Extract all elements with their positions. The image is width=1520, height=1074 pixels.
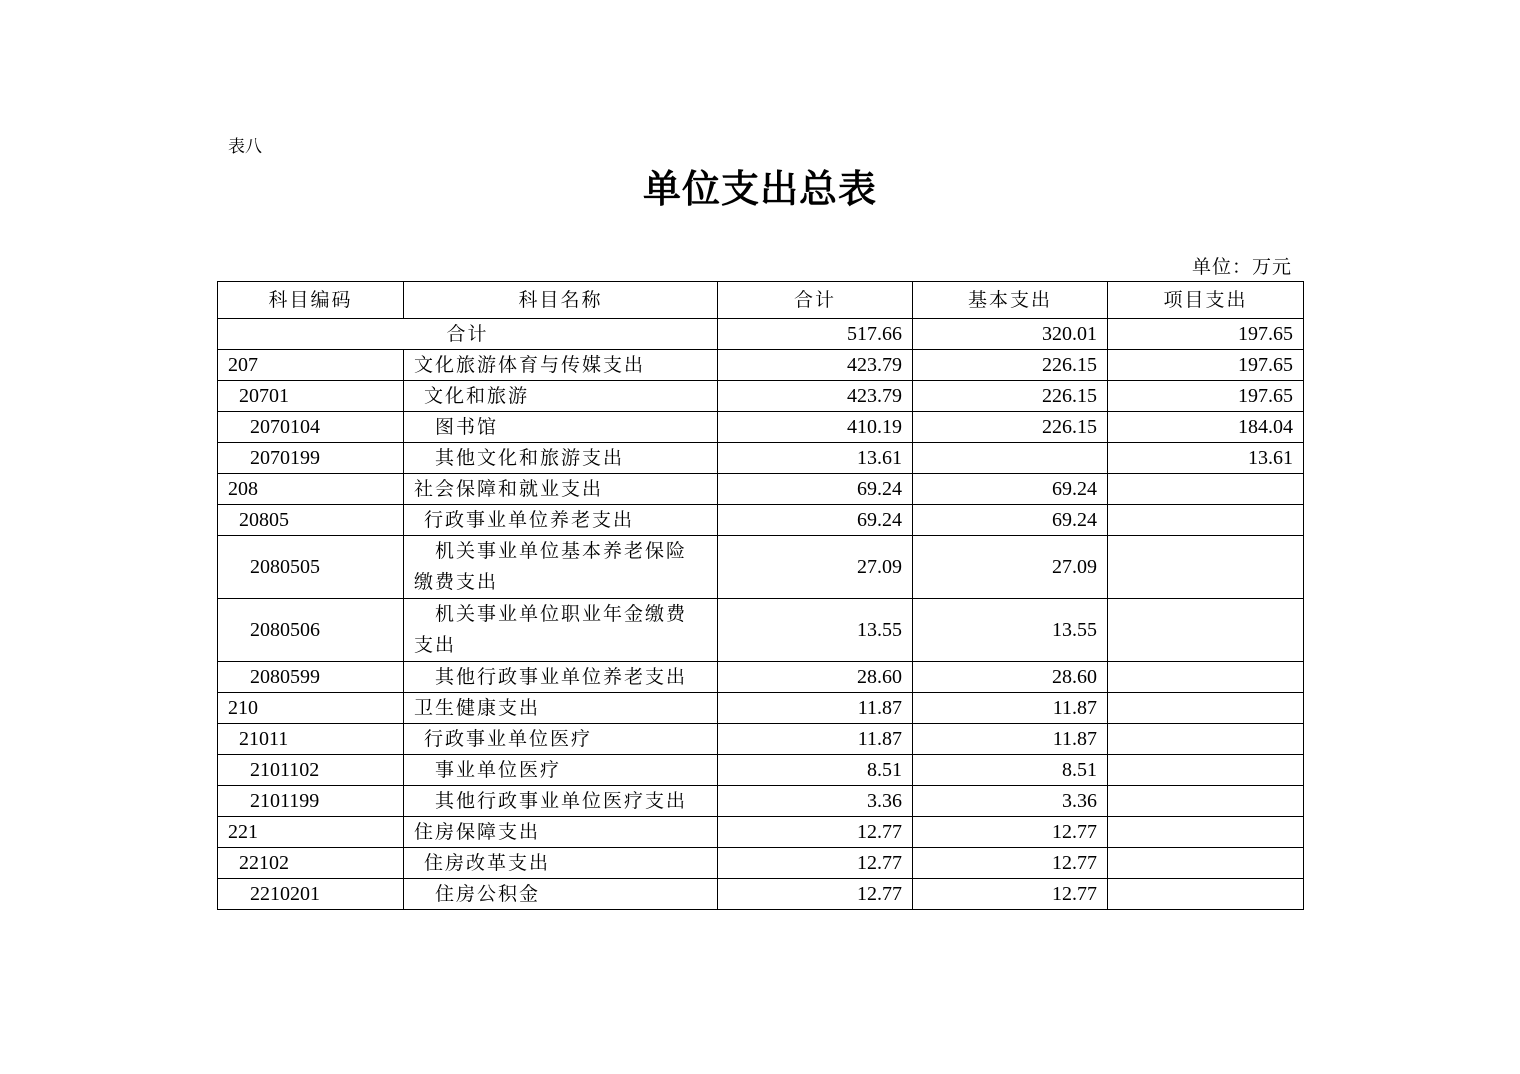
table-row xyxy=(218,693,1304,724)
row-basic: 69.24 xyxy=(913,505,1108,536)
row-name: 住房改革支出 xyxy=(404,848,718,879)
table-row xyxy=(218,412,1304,443)
row-code: 20701 xyxy=(218,381,404,412)
row-name: 图书馆 xyxy=(404,412,718,443)
row-name: 事业单位医疗 xyxy=(404,755,718,786)
table-row xyxy=(218,350,1304,381)
unit-label: 单位：万元 xyxy=(1191,256,1292,278)
row-code: 2080599 xyxy=(218,662,404,693)
expenditure-table xyxy=(217,281,1304,910)
row-basic xyxy=(913,443,1108,474)
row-total: 69.24 xyxy=(718,474,913,505)
row-name: 住房公积金 xyxy=(404,879,718,910)
row-basic: 28.60 xyxy=(913,662,1108,693)
row-project xyxy=(1108,536,1304,599)
row-code: 208 xyxy=(218,474,404,505)
table-row xyxy=(218,381,1304,412)
row-basic: 12.77 xyxy=(913,848,1108,879)
row-basic: 12.77 xyxy=(913,817,1108,848)
row-code: 221 xyxy=(218,817,404,848)
row-total: 27.09 xyxy=(718,536,913,599)
row-project: 13.61 xyxy=(1108,443,1304,474)
table-row xyxy=(218,443,1304,474)
row-code: 2080505 xyxy=(218,536,404,599)
row-basic: 8.51 xyxy=(913,755,1108,786)
row-total: 13.61 xyxy=(718,443,913,474)
row-total: 410.19 xyxy=(718,412,913,443)
table-row xyxy=(218,599,1304,662)
row-code: 2070104 xyxy=(218,412,404,443)
row-code: 2101199 xyxy=(218,786,404,817)
row-code: 21011 xyxy=(218,724,404,755)
row-project xyxy=(1108,817,1304,848)
row-name: 其他行政事业单位养老支出 xyxy=(404,662,718,693)
row-project xyxy=(1108,848,1304,879)
row-project xyxy=(1108,505,1304,536)
row-project: 197.65 xyxy=(1108,350,1304,381)
row-code: 20805 xyxy=(218,505,404,536)
summary-total: 517.66 xyxy=(718,319,913,350)
table-row xyxy=(218,662,1304,693)
row-name: 其他文化和旅游支出 xyxy=(404,443,718,474)
row-total: 11.87 xyxy=(718,724,913,755)
row-project xyxy=(1108,599,1304,662)
header-project: 项目支出 xyxy=(1108,282,1304,319)
row-code: 207 xyxy=(218,350,404,381)
table-row xyxy=(218,879,1304,910)
row-name: 行政事业单位养老支出 xyxy=(404,505,718,536)
row-basic: 226.15 xyxy=(913,381,1108,412)
row-project xyxy=(1108,786,1304,817)
row-total: 3.36 xyxy=(718,786,913,817)
row-name: 机关事业单位职业年金缴费支出 xyxy=(404,599,718,662)
row-total: 12.77 xyxy=(718,817,913,848)
row-name: 文化和旅游 xyxy=(404,381,718,412)
row-code: 210 xyxy=(218,693,404,724)
row-total: 8.51 xyxy=(718,755,913,786)
header-code: 科目编码 xyxy=(218,282,404,319)
row-project xyxy=(1108,879,1304,910)
table-row xyxy=(218,848,1304,879)
row-code: 2080506 xyxy=(218,599,404,662)
row-name: 机关事业单位基本养老保险缴费支出 xyxy=(404,536,718,599)
summary-basic: 320.01 xyxy=(913,319,1108,350)
table-number: 表八 xyxy=(228,137,262,157)
row-project: 197.65 xyxy=(1108,381,1304,412)
row-name: 文化旅游体育与传媒支出 xyxy=(404,350,718,381)
header-row xyxy=(218,282,1304,319)
row-code: 22102 xyxy=(218,848,404,879)
row-basic: 69.24 xyxy=(913,474,1108,505)
row-code: 2101102 xyxy=(218,755,404,786)
row-total: 12.77 xyxy=(718,848,913,879)
row-basic: 226.15 xyxy=(913,350,1108,381)
table-row xyxy=(218,817,1304,848)
header-name: 科目名称 xyxy=(404,282,718,319)
table-row xyxy=(218,474,1304,505)
row-project xyxy=(1108,693,1304,724)
row-basic: 13.55 xyxy=(913,599,1108,662)
row-total: 28.60 xyxy=(718,662,913,693)
row-total: 13.55 xyxy=(718,599,913,662)
row-basic: 226.15 xyxy=(913,412,1108,443)
table-row xyxy=(218,536,1304,599)
row-code: 2210201 xyxy=(218,879,404,910)
table-row xyxy=(218,505,1304,536)
row-project xyxy=(1108,755,1304,786)
summary-project: 197.65 xyxy=(1108,319,1304,350)
row-name: 卫生健康支出 xyxy=(404,693,718,724)
row-total: 423.79 xyxy=(718,350,913,381)
page-title: 单位支出总表 xyxy=(642,166,877,211)
table-row xyxy=(218,724,1304,755)
row-name: 行政事业单位医疗 xyxy=(404,724,718,755)
row-code: 2070199 xyxy=(218,443,404,474)
row-name: 社会保障和就业支出 xyxy=(404,474,718,505)
row-total: 69.24 xyxy=(718,505,913,536)
row-total: 11.87 xyxy=(718,693,913,724)
header-total: 合计 xyxy=(718,282,913,319)
row-project xyxy=(1108,662,1304,693)
row-name: 住房保障支出 xyxy=(404,817,718,848)
table-row xyxy=(218,786,1304,817)
row-total: 423.79 xyxy=(718,381,913,412)
row-basic: 3.36 xyxy=(913,786,1108,817)
row-basic: 12.77 xyxy=(913,879,1108,910)
row-total: 12.77 xyxy=(718,879,913,910)
row-basic: 11.87 xyxy=(913,693,1108,724)
header-basic: 基本支出 xyxy=(913,282,1108,319)
row-basic: 11.87 xyxy=(913,724,1108,755)
row-project: 184.04 xyxy=(1108,412,1304,443)
row-project xyxy=(1108,474,1304,505)
row-basic: 27.09 xyxy=(913,536,1108,599)
row-project xyxy=(1108,724,1304,755)
summary-row xyxy=(218,319,1304,350)
summary-label: 合计 xyxy=(218,319,718,350)
row-name: 其他行政事业单位医疗支出 xyxy=(404,786,718,817)
table-row xyxy=(218,755,1304,786)
